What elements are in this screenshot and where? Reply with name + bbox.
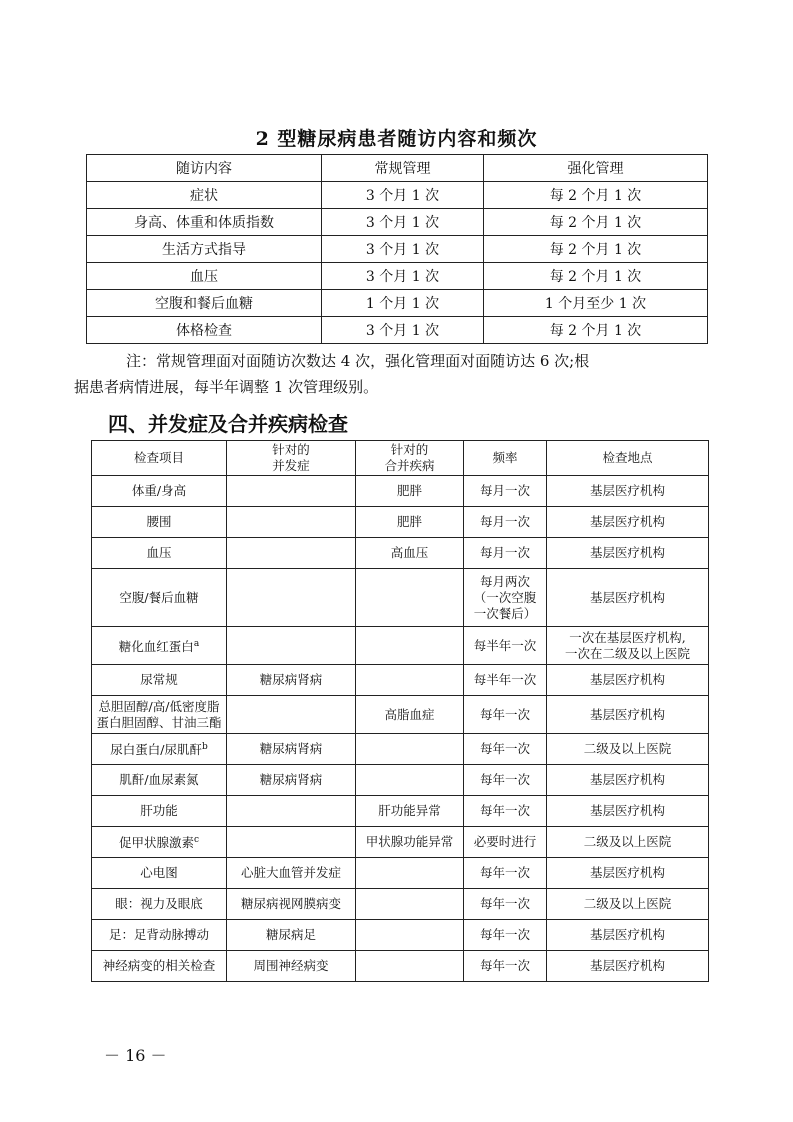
table-cell: 每 2 个月 1 次 bbox=[484, 263, 708, 290]
table1-note bbox=[74, 348, 710, 400]
cell-text: 基层医疗机构 bbox=[589, 927, 665, 942]
table-cell bbox=[356, 951, 464, 982]
table-cell bbox=[227, 920, 356, 951]
cell-text: 基层医疗机构 bbox=[589, 483, 665, 498]
table-row bbox=[92, 765, 709, 796]
table-header-row bbox=[87, 155, 708, 182]
cell-text: 基层医疗机构 bbox=[589, 865, 665, 880]
cell-text: 体重/身高 bbox=[131, 483, 187, 498]
cell-text: 每年一次 bbox=[479, 865, 530, 880]
section-heading: 四、并发症及合并疾病检查 bbox=[108, 412, 348, 436]
table-row bbox=[92, 951, 709, 982]
cell-text: 每年一次 bbox=[479, 958, 530, 973]
cell-text: 高血压 bbox=[390, 545, 429, 560]
cell-text: 每年一次 bbox=[479, 772, 530, 787]
cell-line: 总胆固醇/高/低密度脂 bbox=[98, 698, 220, 714]
table-cell bbox=[464, 858, 547, 889]
cell-text: 二级及以上医院 bbox=[583, 741, 672, 756]
table-cell bbox=[464, 765, 547, 796]
table-cell bbox=[547, 765, 709, 796]
table-cell bbox=[547, 538, 709, 569]
table-cell bbox=[227, 507, 356, 538]
table-cell bbox=[356, 920, 464, 951]
table-cell bbox=[227, 951, 356, 982]
table-cell bbox=[227, 569, 356, 627]
table-cell bbox=[227, 538, 356, 569]
cell-text: 糖尿病足 bbox=[265, 927, 316, 942]
cell-text: 每年一次 bbox=[479, 706, 530, 722]
cell-line: （一次空腹 bbox=[473, 589, 537, 605]
table-cell bbox=[547, 796, 709, 827]
table-cell bbox=[92, 858, 227, 889]
table-row bbox=[87, 317, 708, 344]
table-cell bbox=[464, 827, 547, 858]
table-cell bbox=[92, 627, 227, 665]
table-cell bbox=[227, 696, 356, 734]
table-row bbox=[87, 209, 708, 236]
header-cell: 强化管理 bbox=[484, 155, 708, 182]
table-cell: 每 2 个月 1 次 bbox=[484, 236, 708, 263]
table-cell bbox=[547, 734, 709, 765]
cell-text: 糖尿病肾病 bbox=[259, 741, 323, 756]
cell-text: 二级及以上医院 bbox=[583, 896, 672, 911]
footnote-marker: b bbox=[201, 742, 208, 753]
table-cell bbox=[356, 734, 464, 765]
cell-text: 尿白蛋白/尿肌酐 bbox=[110, 742, 202, 758]
table-cell bbox=[464, 665, 547, 696]
table-cell: 身高、体重和体质指数 bbox=[87, 209, 322, 236]
table-cell bbox=[227, 476, 356, 507]
cell-text: 基层医疗机构 bbox=[589, 672, 665, 687]
table-row bbox=[92, 507, 709, 538]
table-row bbox=[92, 696, 709, 734]
cell-text: 每半年一次 bbox=[473, 672, 537, 687]
footnote-marker: c bbox=[193, 835, 200, 846]
table-cell bbox=[547, 889, 709, 920]
table-row bbox=[92, 476, 709, 507]
table-row bbox=[87, 263, 708, 290]
followup-table bbox=[86, 154, 708, 344]
note-line: 据患者病情进展，每半年调整 1 次管理级别。 bbox=[74, 378, 379, 396]
table-cell bbox=[356, 476, 464, 507]
cell-text: 心脏大血管并发症 bbox=[240, 865, 341, 880]
table-cell bbox=[227, 858, 356, 889]
cell-line: 一次餐后） bbox=[473, 605, 537, 621]
header-cell: 常规管理 bbox=[322, 155, 484, 182]
table-cell bbox=[227, 796, 356, 827]
table-cell bbox=[92, 765, 227, 796]
table-cell bbox=[92, 951, 227, 982]
cell-text: 空腹/餐后血糖 bbox=[119, 589, 199, 605]
table-cell bbox=[547, 696, 709, 734]
table-cell bbox=[92, 696, 227, 734]
header-cell bbox=[227, 441, 356, 476]
cell-line: 一次在基层医疗机构, bbox=[569, 629, 686, 645]
header-cell bbox=[356, 441, 464, 476]
complication-check-table bbox=[91, 440, 709, 982]
cell-text: 基层医疗机构 bbox=[589, 772, 665, 787]
cell-line: 每月两次 bbox=[479, 573, 530, 589]
table-row bbox=[92, 665, 709, 696]
table-cell: 3 个月 1 次 bbox=[322, 263, 484, 290]
cell-text: 基层医疗机构 bbox=[589, 545, 665, 560]
table-cell bbox=[464, 951, 547, 982]
cell-text: 肝功能 bbox=[140, 803, 178, 818]
header-line: 并发症 bbox=[272, 458, 310, 473]
table-row bbox=[87, 236, 708, 263]
table-cell bbox=[464, 920, 547, 951]
table-row bbox=[92, 538, 709, 569]
table-cell bbox=[547, 665, 709, 696]
cell-text: 基层医疗机构 bbox=[589, 803, 665, 818]
table-cell: 生活方式指导 bbox=[87, 236, 322, 263]
table-cell bbox=[356, 827, 464, 858]
cell-line: 蛋白胆固醇、甘油三酯 bbox=[96, 714, 222, 730]
cell-text: 周围神经病变 bbox=[253, 958, 329, 973]
cell-text: 眼：视力及眼底 bbox=[115, 896, 203, 911]
cell-text: 每年一次 bbox=[479, 927, 530, 942]
table-cell bbox=[547, 569, 709, 627]
cell-text: 每半年一次 bbox=[473, 637, 537, 653]
cell-text: 每月一次 bbox=[479, 545, 530, 560]
header-line: 合并疾病 bbox=[384, 458, 435, 473]
table-cell bbox=[464, 696, 547, 734]
table-cell: 1 个月至少 1 次 bbox=[484, 290, 708, 317]
table-cell bbox=[227, 889, 356, 920]
cell-text: 每月一次 bbox=[479, 514, 530, 529]
table-row bbox=[87, 182, 708, 209]
table-header-row bbox=[92, 441, 709, 476]
header-line: 针对的 bbox=[272, 442, 310, 457]
cell-text: 基层医疗机构 bbox=[589, 589, 665, 605]
header-cell: 频率 bbox=[464, 441, 547, 476]
cell-text: 基层医疗机构 bbox=[589, 706, 665, 722]
cell-text: 糖尿病视网膜病变 bbox=[240, 896, 341, 911]
cell-text: 肥胖 bbox=[396, 483, 422, 498]
table-cell: 血压 bbox=[87, 263, 322, 290]
cell-text: 糖尿病肾病 bbox=[259, 672, 323, 687]
table-cell bbox=[92, 538, 227, 569]
table-cell: 空腹和餐后血糖 bbox=[87, 290, 322, 317]
table-cell bbox=[464, 889, 547, 920]
table-cell bbox=[356, 507, 464, 538]
table-cell bbox=[92, 507, 227, 538]
table-cell bbox=[464, 538, 547, 569]
table-row bbox=[92, 734, 709, 765]
table-cell bbox=[356, 665, 464, 696]
table-cell bbox=[92, 665, 227, 696]
cell-text: 腰围 bbox=[146, 514, 172, 529]
cell-text: 基层医疗机构 bbox=[589, 958, 665, 973]
table-cell: 3 个月 1 次 bbox=[322, 317, 484, 344]
cell-text: 肝功能异常 bbox=[378, 803, 441, 818]
cell-text: 糖化血红蛋白 bbox=[118, 639, 194, 655]
table-cell bbox=[92, 476, 227, 507]
cell-text: 促甲状腺激素 bbox=[118, 835, 194, 851]
table-cell bbox=[464, 569, 547, 627]
cell-line: 一次在二级及以上医院 bbox=[564, 645, 690, 661]
header-cell: 随访内容 bbox=[87, 155, 322, 182]
table-cell bbox=[464, 507, 547, 538]
table-cell bbox=[92, 734, 227, 765]
table-cell bbox=[92, 889, 227, 920]
table-cell bbox=[547, 827, 709, 858]
table-cell bbox=[547, 920, 709, 951]
table-cell: 体格检查 bbox=[87, 317, 322, 344]
table-cell bbox=[547, 951, 709, 982]
table-cell: 3 个月 1 次 bbox=[322, 209, 484, 236]
table-row bbox=[92, 889, 709, 920]
table-cell bbox=[92, 796, 227, 827]
cell-text: 肥胖 bbox=[396, 514, 422, 529]
table-cell bbox=[227, 765, 356, 796]
table-cell bbox=[356, 796, 464, 827]
note-line: 注：常规管理面对面随访次数达 4 次，强化管理面对面随访达 6 次;根 bbox=[126, 352, 590, 370]
table-cell bbox=[356, 627, 464, 665]
table-cell bbox=[464, 476, 547, 507]
table-row bbox=[87, 290, 708, 317]
table-cell bbox=[92, 920, 227, 951]
cell-text: 甲状腺功能异常 bbox=[365, 834, 454, 849]
table-cell: 每 2 个月 1 次 bbox=[484, 209, 708, 236]
table-cell bbox=[227, 734, 356, 765]
table-cell: 1 个月 1 次 bbox=[322, 290, 484, 317]
table-cell bbox=[356, 538, 464, 569]
table-cell bbox=[547, 627, 709, 665]
table-cell bbox=[464, 627, 547, 665]
header-line: 针对的 bbox=[390, 442, 429, 457]
page-number: － 16 － bbox=[104, 1046, 167, 1065]
table-cell bbox=[227, 827, 356, 858]
cell-text: 每月一次 bbox=[479, 483, 530, 498]
table-cell: 3 个月 1 次 bbox=[322, 182, 484, 209]
table-cell: 症状 bbox=[87, 182, 322, 209]
cell-text: 血压 bbox=[146, 545, 172, 560]
table-cell bbox=[92, 569, 227, 627]
table-cell bbox=[356, 569, 464, 627]
cell-text: 基层医疗机构 bbox=[589, 514, 665, 529]
table-cell: 每 2 个月 1 次 bbox=[484, 182, 708, 209]
table-row bbox=[92, 569, 709, 627]
table1-title: 2 型糖尿病患者随访内容和频次 bbox=[255, 128, 538, 150]
cell-text: 每年一次 bbox=[479, 896, 530, 911]
cell-text: 心电图 bbox=[140, 865, 178, 880]
table-cell bbox=[356, 765, 464, 796]
cell-text: 每年一次 bbox=[479, 741, 530, 756]
table-cell bbox=[356, 858, 464, 889]
table-cell bbox=[356, 696, 464, 734]
table-cell: 每 2 个月 1 次 bbox=[484, 317, 708, 344]
cell-text: 尿常规 bbox=[140, 672, 178, 687]
cell-text: 二级及以上医院 bbox=[583, 834, 672, 849]
cell-text: 神经病变的相关检查 bbox=[102, 958, 216, 973]
table-row bbox=[92, 796, 709, 827]
table-row bbox=[92, 627, 709, 665]
cell-text: 高脂血症 bbox=[384, 706, 435, 722]
table-cell bbox=[92, 827, 227, 858]
cell-text: 糖尿病肾病 bbox=[259, 772, 323, 787]
header-cell: 检查项目 bbox=[92, 441, 227, 476]
table-cell bbox=[547, 858, 709, 889]
header-cell: 检查地点 bbox=[547, 441, 709, 476]
cell-text: 足：足背动脉搏动 bbox=[108, 927, 209, 942]
cell-text: 每年一次 bbox=[479, 803, 530, 818]
footnote-marker: a bbox=[193, 638, 200, 649]
cell-text: 肌酐/血尿素氮 bbox=[119, 772, 199, 787]
table-cell bbox=[227, 665, 356, 696]
table-cell bbox=[464, 734, 547, 765]
table-cell bbox=[356, 889, 464, 920]
table-cell bbox=[227, 627, 356, 665]
table-cell bbox=[547, 476, 709, 507]
table-row bbox=[92, 858, 709, 889]
table-cell bbox=[547, 507, 709, 538]
table-cell: 3 个月 1 次 bbox=[322, 236, 484, 263]
cell-text: 必要时进行 bbox=[473, 834, 537, 849]
table-cell bbox=[464, 796, 547, 827]
table-row bbox=[92, 827, 709, 858]
table-row bbox=[92, 920, 709, 951]
